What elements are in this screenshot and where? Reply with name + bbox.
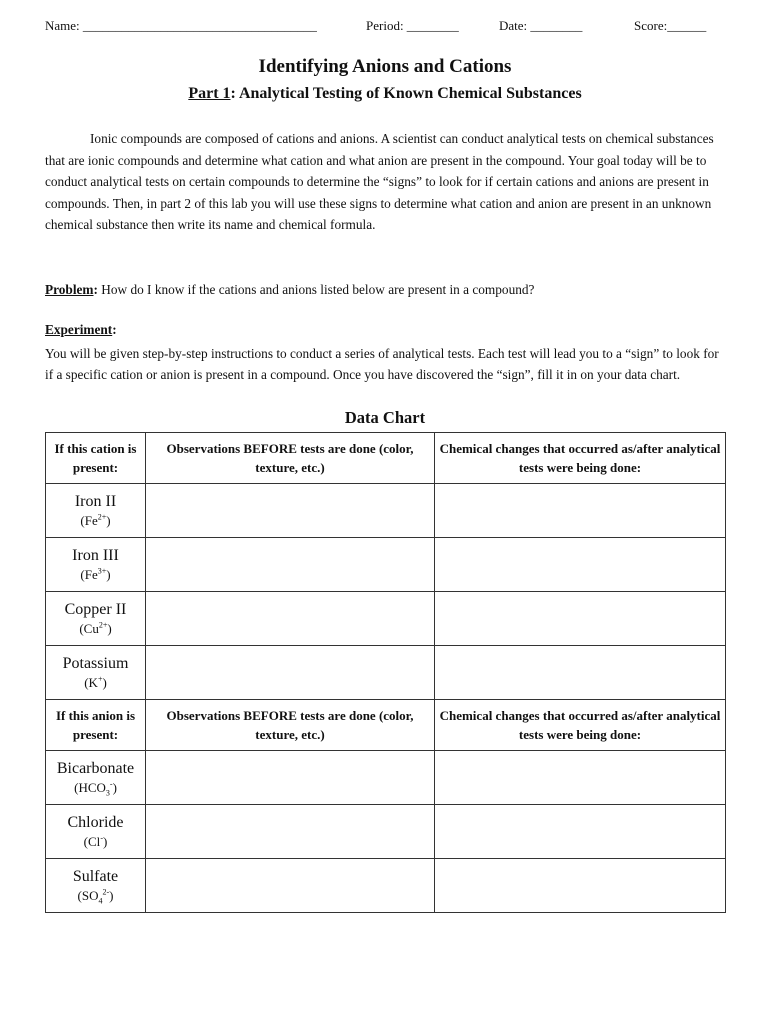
experiment-text: You will be given step-by-step instructions to conduct a series of analytical tests. Each test will lead you to a “sign” to look for if a specific cation or anion is present in a compound. Once you have discovered the “sign”, fill it in on your data chart. bbox=[45, 346, 719, 382]
problem-label: Problem bbox=[45, 282, 94, 297]
data-chart-table bbox=[45, 432, 726, 913]
page-subtitle bbox=[0, 85, 770, 103]
ion-cell bbox=[46, 751, 146, 805]
experiment-label: Experiment bbox=[45, 322, 113, 337]
ion-cell bbox=[46, 646, 146, 700]
table-row bbox=[46, 751, 726, 805]
ion-cell bbox=[46, 538, 146, 592]
ion-formula: $(Fe^{2+})$ bbox=[80, 512, 111, 528]
ion-formula: $(HCO_3^-)$ bbox=[74, 779, 117, 798]
anion-col-header: If this anion is present: bbox=[46, 700, 146, 751]
changes-col-header: Chemical changes that occurred as/after analytical tests were being done: bbox=[435, 700, 726, 751]
ion-name: Iron III bbox=[72, 546, 119, 564]
problem-text: How do I know if the cations and anions listed below are present in a compound? bbox=[97, 282, 535, 297]
change-entry-cell[interactable] bbox=[435, 751, 726, 805]
ion-name: Bicarbonate bbox=[56, 759, 135, 777]
observation-entry-cell[interactable] bbox=[146, 805, 435, 859]
ion-name: Sulfate bbox=[72, 867, 119, 885]
change-entry-cell[interactable] bbox=[435, 646, 726, 700]
score-field[interactable]: Score:______ bbox=[634, 18, 707, 33]
observation-entry-cell[interactable] bbox=[146, 538, 435, 592]
part-description: : Analytical Testing of Known Chemical Substances bbox=[230, 85, 582, 102]
ion-formula: $(Fe^{3+})$ bbox=[80, 566, 111, 582]
ion-name: Chloride bbox=[67, 813, 124, 831]
changes-col-header: Chemical changes that occurred as/after analytical tests were being done: bbox=[435, 433, 726, 484]
table-row bbox=[46, 646, 726, 700]
observations-col-header: Observations BEFORE tests are done (color, texture, etc.) bbox=[146, 433, 435, 484]
ion-formula: (Cl-) bbox=[83, 833, 108, 849]
ion-cell bbox=[46, 805, 146, 859]
name-field[interactable]: Name: ____________________________________ bbox=[45, 18, 317, 33]
table-row bbox=[46, 538, 726, 592]
cation-col-header: If this cation is present: bbox=[46, 433, 146, 484]
table-row bbox=[46, 859, 726, 913]
student-info-header bbox=[45, 18, 725, 38]
cation-header-row bbox=[46, 433, 726, 484]
part-label: Part 1 bbox=[188, 85, 231, 102]
table-row bbox=[46, 805, 726, 859]
change-entry-cell[interactable] bbox=[435, 592, 726, 646]
observation-entry-cell[interactable] bbox=[146, 859, 435, 913]
ion-name: Potassium bbox=[62, 654, 129, 672]
change-entry-cell[interactable] bbox=[435, 859, 726, 913]
table-row bbox=[46, 484, 726, 538]
observation-entry-cell[interactable] bbox=[146, 592, 435, 646]
observation-entry-cell[interactable] bbox=[146, 751, 435, 805]
change-entry-cell[interactable] bbox=[435, 538, 726, 592]
ion-formula: $(Cu^{2+})$ bbox=[79, 620, 112, 636]
observations-col-header: Observations BEFORE tests are done (color, texture, etc.) bbox=[146, 700, 435, 751]
date-field[interactable]: Date: ________ bbox=[499, 18, 583, 33]
ion-cell bbox=[46, 592, 146, 646]
ion-cell bbox=[46, 484, 146, 538]
experiment-heading: Experiment: bbox=[45, 322, 117, 337]
change-entry-cell[interactable] bbox=[435, 484, 726, 538]
ion-formula: $(SO_4^{2-})$ bbox=[77, 887, 114, 906]
table-row bbox=[46, 592, 726, 646]
ion-name: Copper II bbox=[64, 600, 127, 618]
data-chart-title: Data Chart bbox=[344, 408, 426, 427]
intro-paragraph: Ionic compounds are composed of cations and anions. A scientist can conduct analytical tests on chemical substances that are ionic compounds and determine what cation and what anion are present in the compound. Your goal today will be to conduct analytical tests on certain compounds to determine the “signs” to look for if certain cations and anions are present in compounds. Then, in part 2 of this lab you will use these signs to determine what cation and anion are present in an unknown chemical substance then write its name and chemical formula. bbox=[45, 131, 714, 232]
ion-name: Iron II bbox=[74, 492, 117, 510]
problem-section: Problem: How do I know if the cations and anions listed below are present in a compound? bbox=[45, 282, 535, 297]
observation-entry-cell[interactable] bbox=[146, 484, 435, 538]
observation-entry-cell[interactable] bbox=[146, 646, 435, 700]
anion-header-row bbox=[46, 700, 726, 751]
ion-cell bbox=[46, 859, 146, 913]
page-title: Identifying Anions and Cations bbox=[258, 56, 512, 77]
change-entry-cell[interactable] bbox=[435, 805, 726, 859]
period-field[interactable]: Period: ________ bbox=[366, 18, 459, 33]
ion-formula: (K+) bbox=[84, 674, 107, 690]
